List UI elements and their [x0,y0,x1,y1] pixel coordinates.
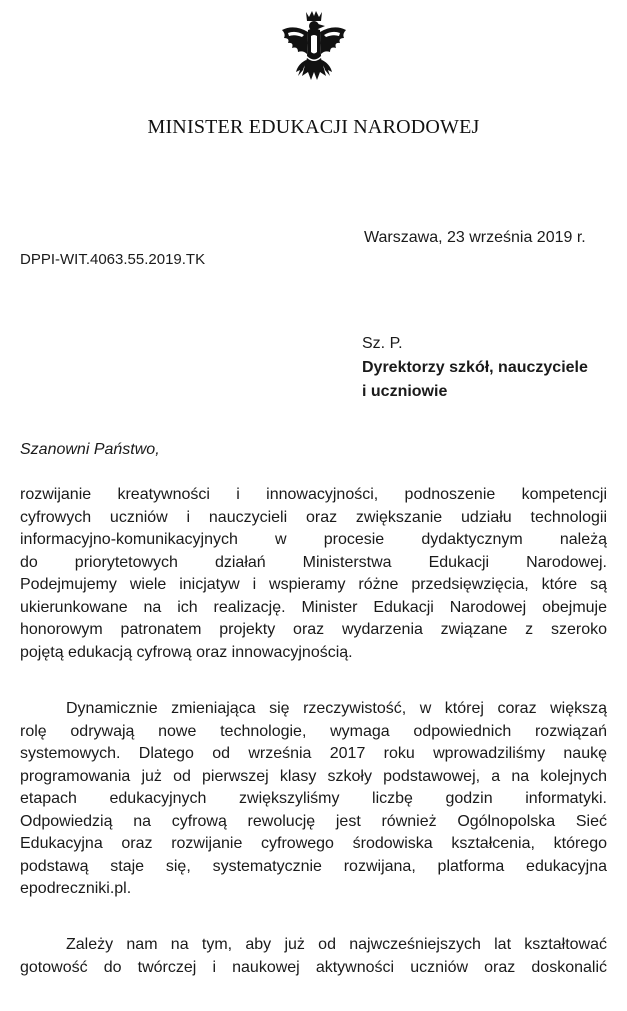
paragraph-line: rozwijanie kreatywności i innowacyjności, podnoszenie kompetencji [20,486,607,503]
paragraph-line: epodreczniki.pl. [20,880,132,897]
paragraph-line: Edukacyjna oraz rozwijanie cyfrowego środowiska kształcenia, którego [20,835,607,852]
paragraph-line: rolę odrywają nowe technologie, wymaga odpowiednich rozwiązań [20,722,607,740]
paragraph-line: ukierunkowane na ich realizację. Minister Edukacji Narodowej obejmuje [20,598,607,616]
place-date: Warszawa, 23 września 2019 r. [364,229,586,246]
paragraph-line: etapach edukacyjnych zwiększyliśmy liczbę godzin informatyki. [20,790,607,807]
salutation: Szanowni Państwo, [20,441,160,458]
addressee-line-1: Dyrektorzy szkół, nauczyciele [362,359,588,376]
paragraph-line: Podejmujemy wiele inicjatyw i wspieramy różne przedsięwzięcia, które są [20,576,607,593]
addressee-prefix: Sz. P. [362,335,403,352]
addressee-block [362,332,612,404]
paragraph-line: honorowym patronatem projekty oraz wydarzenia związane z szeroko [20,621,607,638]
paragraph-1 [20,484,607,664]
polish-eagle-emblem-icon [276,8,352,98]
paragraph-line: podstawą staje się, systematycznie rozwijana, platforma edukacyjna [20,857,607,875]
paragraph-line: do priorytetowych działań Ministerstwa Edukacji Narodowej. [20,553,607,571]
paragraph-line: gotowość do twórczej i naukowej aktywności uczniów oraz doskonalić [20,958,607,976]
ministry-title: MINISTER EDUKACJI NARODOWEJ [147,116,480,138]
paragraph-line: Odpowiedzią na cyfrową rewolucję jest również Ogólnopolska Sieć [20,812,607,830]
addressee-line-2: i uczniowie [362,383,448,400]
paragraph-line: programowania już od pierwszej klasy szkoły podstawowej, a na kolejnych [20,767,607,785]
paragraph-line: cyfrowych uczniów i nauczycieli oraz zwiększanie udziału technologii [20,508,607,526]
reference-number: DPPI-WIT.4063.55.2019.TK [20,251,206,268]
paragraph-line: informacyjno-komunikacyjnych w procesie dydaktycznym należą [20,531,607,548]
paragraph-line: Dynamicznie zmieniająca się rzeczywistość, w której coraz większą [66,700,607,717]
paragraph-2 [20,698,607,901]
paragraph-line: pojętą edukacją cyfrową oraz innowacyjnością. [20,643,353,661]
paragraph-line: systemowych. Dlatego od września 2017 roku wprowadziliśmy naukę [20,745,607,762]
paragraph-line: Zależy nam na tym, aby już od najwcześniejszych lat kształtować [66,936,607,953]
paragraph-3 [20,934,607,979]
